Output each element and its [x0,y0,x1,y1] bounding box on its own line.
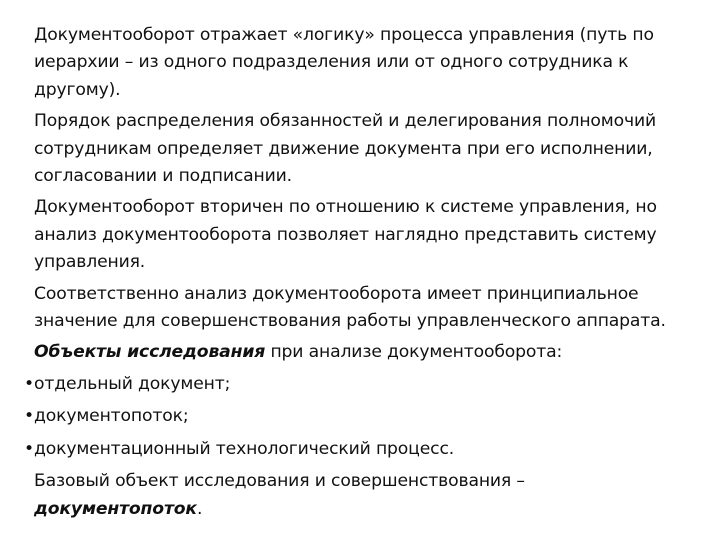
conclusion-term: документопоток [34,498,197,519]
bullet-marker: • [24,373,34,394]
conclusion-text: Базовый объект исследования и совершенствования – [34,471,525,492]
bullet-item [0,436,720,463]
bullet-item [0,371,720,398]
research-objects-term: Объекты исследования [34,342,266,363]
paragraph-analysis-importance: Соответственно анализ документооборота имеет принципиальное значение для совершенствования работы управленческого аппарата. [34,283,666,332]
paragraph-document-flow-logic: Документооборот отражает «логику» процесса управления (путь по иерархии – из одного подразделения или от одного сотрудника к другому). [34,25,654,100]
bullet-marker: • [24,438,34,459]
bullet-text: документационный технологический процесс. [34,438,455,459]
paragraph-research-objects [0,339,720,366]
research-objects-rest: при анализе документооборота: [265,342,563,363]
paragraph-secondary-to-management: Документооборот вторичен по отношению к системе управления, но анализ документооборота позволяет наглядно представить систему управления. [34,197,657,273]
paragraph-responsibility-distribution: Порядок распределения обязанностей и делегирования полномочий сотрудникам определяет движение документа при его исполнении, согласовании и подписании. [34,111,657,187]
paragraph-conclusion [0,468,720,523]
conclusion-end: . [196,498,203,519]
bullet-item [0,403,720,430]
bullet-text: отдельный документ; [34,373,231,394]
slide-body [0,22,720,527]
bullet-text: документопоток; [34,406,189,427]
bullet-marker: • [24,406,34,427]
